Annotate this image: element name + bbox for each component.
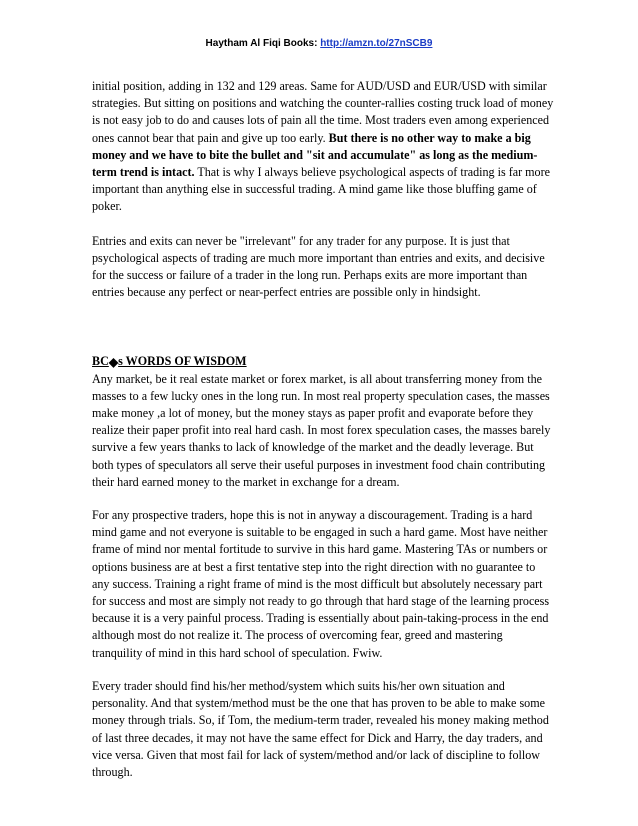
paragraph-1-text-a: initial position, adding in 132 and 129 areas. Same for AUD/USD and EUR/USD with similar strategies. But sitting on positions and watching the counter-rallies costing truck load of money is not easy job to do and causes lots of pain all the time. Most traders even among experienced ones cannot bear that pain and give up too early. — [92, 79, 554, 145]
document-body — [92, 78, 554, 781]
section-heading — [92, 353, 554, 370]
paragraph-2: Entries and exits can never be "irrelevant" for any trader for any purpose. It is just that psychological aspects of trading are much more important than entries and exits, and decisive for the success or failure of a trader in the long run. Perhaps exits are more important than entries because any perfect or near-perfect entries are possible only in hindsight. — [92, 233, 545, 300]
section-heading-end: s WORDS OF WISDOM — [118, 354, 247, 369]
paragraph-1-text-b: That is why I always believe psychological aspects of trading is far more important than anything else in successful trading. A mind game like those bluffing game of poker. — [92, 165, 550, 214]
header-book-link[interactable]: http://amzn.to/27nSCB9 — [320, 38, 433, 49]
paragraph-3: Any market, be it real estate market or forex market, is all about transferring money from the masses to a few lucky ones in the long run. In most real property speculation cases, the masses make money ,a lot of money, but the money stays as paper profit and evaporate before they realize their paper profit into real hard cash. In most forex speculation cases, the masses barely survive a few years thanks to lack of knowledge of the market and the deadly leverage. But both types of speculators all serve their useful purposes in investment food chain contributing their hard earned money to the market in exchange for a dream. — [92, 371, 551, 489]
paragraph-1 — [92, 78, 554, 216]
header-author-label: Haytham Al Fiqi Books: — [205, 38, 321, 49]
paragraph-5: Every trader should find his/her method/system which suits his/her own situation and personality. And that system/method must be the one that has proven to be able to make some money through trials. So, if Tom, the medium-term trader, revealed his money making method of last three decades, it may not have the same effect for Dick and Harry, the day traders, and vice versa. Given that most fail for lack of system/method and/or lack of discipline to follow through. — [92, 678, 549, 779]
page-header — [0, 38, 638, 49]
paragraph-1-bold-text: But there is no other way to make a big money and we have to bite the bullet and "sit and accumulate" as long as the medium-term trend is intact. — [92, 130, 538, 180]
replacement-glyph-icon: ◆ — [108, 355, 119, 370]
section-heading-start: BC — [92, 354, 109, 369]
paragraph-4: For any prospective traders, hope this is not in anyway a discouragement. Trading is a hard mind game and not everyone is suitable to be engaged in such a hard game. Most have neither frame of mind nor mental fortitude to survive in this hard game. Mastering TAs or numbers or options business are at best a first tentative step into the right direction with no guarantee to any success. Training a right frame of mind is the most difficult but absolutely necessary part for success and most are simply not ready to go through that hard stage of the learning process because it is a very painful process. Trading is essentially about pain-taking-process in the end although most do not realize it. The process of overcoming fear, greed and mastering tranquility of mind in this hard school of speculation. Fwiw. — [92, 508, 550, 660]
